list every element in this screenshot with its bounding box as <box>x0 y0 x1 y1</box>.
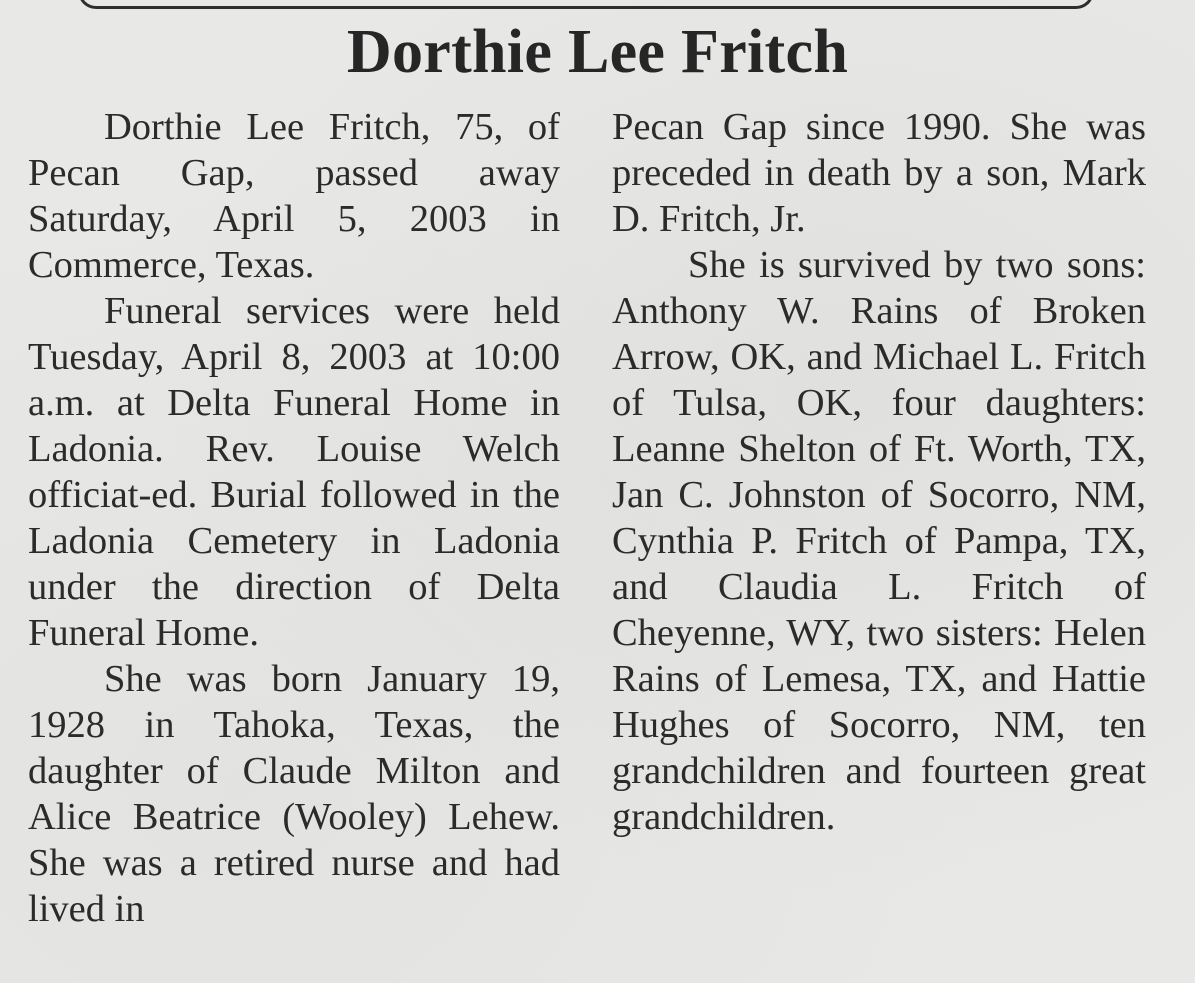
paragraph-birth-continued: Pecan Gap since 1990. She was preceded in death by a son, Mark D. Fritch, Jr. <box>612 106 1146 240</box>
paragraph-funeral-services: Funeral services were held Tuesday, April 8, 2003 at 10:00 a.m. at Delta Funeral Home in Ladonia. Rev. Louise Welch officiat-ed. Burial followed in the Ladonia Cemetery in Ladonia under the direction of Delta Funeral Home. <box>28 290 560 654</box>
top-border-frame <box>78 0 1094 9</box>
paragraph-birth: She was born January 19, 1928 in Tahoka, Texas, the daughter of Claude Milton and Alice Beatrice (Wooley) Lehew. She was a retired nurse and had lived in <box>28 658 560 930</box>
obituary-headline: Dorthie Lee Fritch <box>346 18 849 86</box>
paragraph-death-notice: Dorthie Lee Fritch, 75, of Pecan Gap, passed away Saturday, April 5, 2003 in Commerce, Texas. <box>28 106 560 286</box>
left-column <box>28 104 560 932</box>
paragraph-survivors: She is survived by two sons: Anthony W. Rains of Broken Arrow, OK, and Michael L. Fritch of Tulsa, OK, four daughters: Leanne Shelton of Ft. Worth, TX, Jan C. Johnston of Socorro, NM, Cynthia P. Fritch of Pampa, TX, and Claudia L. Fritch of Cheyenne, WY, two sisters: Helen Rains of Lemesa, TX, and Hattie Hughes of Socorro, NM, ten grandchildren and fourteen great grandchildren. <box>612 244 1146 838</box>
right-column <box>612 104 1146 840</box>
